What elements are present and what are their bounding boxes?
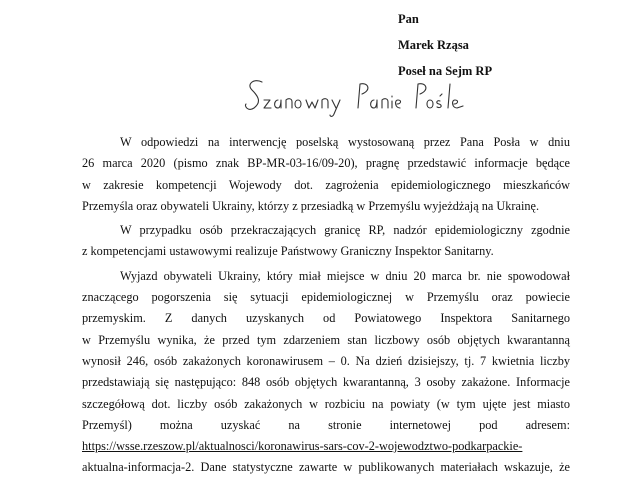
paragraph-line: Wyjazd obywateli Ukrainy, który miał miejsce w dniu 20 marca br. nie spowodował [120,268,570,283]
paragraph-line: W przypadku osób przekraczających granicę RP, nadzór epidemiologiczny zgodnie [120,223,570,238]
paragraph-line: w zakresie kompetencji Wojewody dot. zagrożenia epidemiologicznego mieszkańców [82,177,570,192]
paragraph-line: przemyskim. Z danych uzyskanych od Powiatowego Inspektora Sanitarnego [82,311,570,326]
paragraph-line: przedstawiają się następująco: 848 osób objętych kwarantanną, 3 osoby zakażone. Informacje [82,375,570,390]
paragraph-line: aktualna-informacja-2. Dane statystyczne zawarte w publikowanych materiałach wskazuje, że [82,460,570,475]
letter-body [82,132,570,479]
addressee-salutation: Pan [398,12,419,26]
paragraph-line: 26 marca 2020 (pismo znak BP-MR-03-16/09-20), pragnę przedstawić informacje będące [82,156,570,171]
paragraph-line: z kompetencjami ustawowymi realizuje Państwowy Graniczny Inspektor Sanitarny. [82,244,494,259]
paragraph-line: W odpowiedzi na interwencję poselską wystosowaną przez Pana Posła w dniu [120,135,570,149]
handwritten-salutation-signature [240,72,480,122]
paragraph-line: wynosił 246, osób zakażonych koronawirusem – 0. Na dzień dzisiejszy, tj. 7 kwietnia liczby [82,353,570,368]
paragraph-line: szczegółową dot. liczby osób zakażonych w rozbiciu na powiaty (w tym ujęte jest miasto [82,396,570,411]
web-link[interactable]: https://wsse.rzeszow.pl/aktualnosci/koronawirus-sars-cov-2-wojewodztwo-podkarpackie- [82,439,523,454]
paragraph-line: w Przemyślu wynika, że przed tym zdarzeniem stan liczbowy osób objętych kwarantanną [82,332,570,347]
addressee-title: Poseł na Sejm RP [398,64,493,78]
addressee-name: Marek Rząsa [398,38,469,52]
paragraph-line: znaczącego pogorszenia się sytuacji epidemiologicznej w Przemyślu oraz powiecie [82,290,570,305]
paragraph-line: Przemyśl) można uzyskać na stronie internetowej pod adresem: [82,417,570,432]
paragraph-line: Przemyśla oraz obywateli Ukrainy, którzy z przesiadką w Przemyślu wyjeżdżają na Ukrainę. [82,198,540,213]
